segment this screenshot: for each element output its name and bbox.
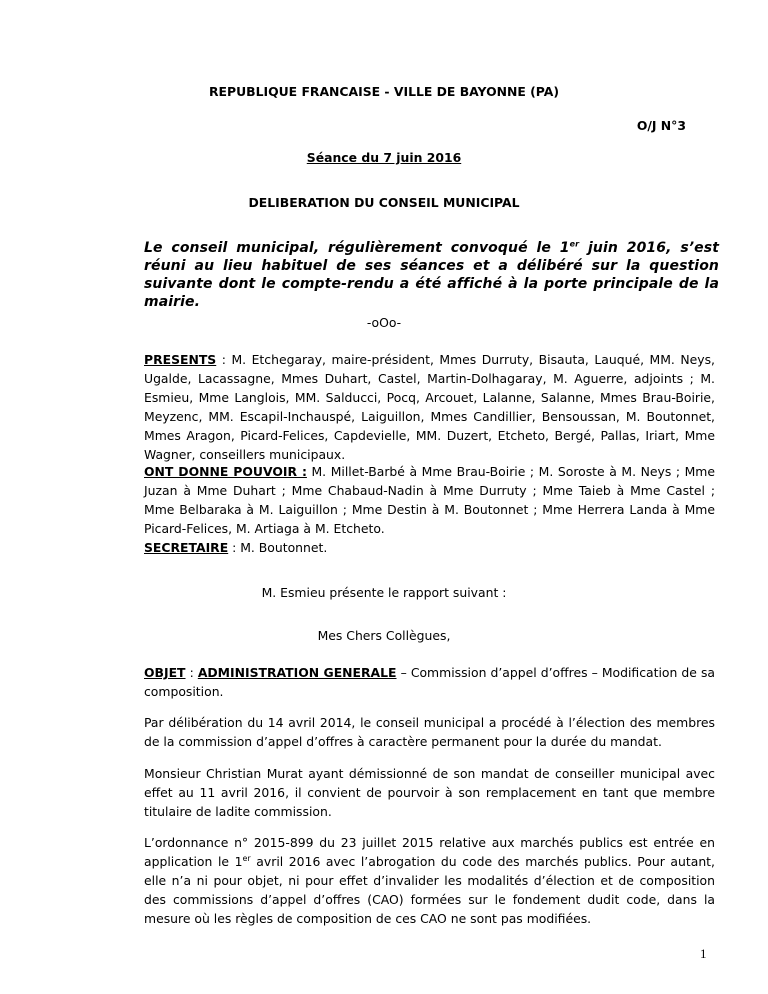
document-header-title: REPUBLIQUE FRANCAISE - VILLE DE BAYONNE (PA) [208, 84, 559, 99]
session-date: Séance du 7 juin 2016 [306, 150, 462, 165]
secretaire-paragraph [144, 538, 715, 557]
separator: -oOo- [366, 315, 402, 330]
paragraph-3-sup: er [242, 853, 251, 863]
intro-text-end: juin 2016, s’est réuni au lieu habituel de ses séances et a délibéré sur la question suivante dont le compte-rendu a été affiché à la porte principale de la mairie. [144, 240, 719, 310]
agenda-number: O/J N°3 [636, 118, 686, 133]
intro-text-start: Le conseil municipal, régulièrement convoqué le 1 [144, 240, 570, 256]
objet-label: OBJET [144, 665, 186, 680]
presents-text: : M. Etchegaray, maire-président, Mmes Durruty, Bisauta, Lauqué, MM. Neys, Ugalde, Lacassagne, Mmes Duhart, Castel, Martin-Dolhagaray, M. Aguerre, adjoints ; M. Esmieu, Mme Langlois, MM. Salducci, Pocq, Arcouet, Lalanne, Salanne, Mmes Brau-Boirie, Meyzenc, MM. Escapil-Inchauspé, Laiguillon, Mmes Candillier, Bensoussan, M. Boutonnet, Mmes Aragon, Picard-Felices, Capdevielle, MM. Duzert, Etcheto, Bergé, Pallas, Iriart, Mme Wagner, conseillers municipaux. [144, 352, 715, 462]
paragraph-3 [144, 833, 715, 928]
paragraph-1: Par délibération du 14 avril 2014, le conseil municipal a procédé à l’élection des membres de la commission d’appel d’offres à caractère permanent pour la durée du mandat. [144, 715, 715, 749]
rapport-line: M. Esmieu présente le rapport suivant : [261, 585, 507, 600]
presents-label: PRESENTS [144, 352, 217, 367]
secretaire-label: SECRETAIRE [144, 540, 229, 555]
objet-separator: : [185, 665, 198, 680]
presents-paragraph [144, 350, 715, 464]
pouvoir-paragraph [144, 462, 715, 538]
paragraph-2: Monsieur Christian Murat ayant démissionné de son mandat de conseiller municipal avec effet au 11 avril 2016, il convient de pourvoir à son remplacement en tant que membre titulaire de ladite commission. [144, 766, 715, 819]
paragraph-3-end: avril 2016 avec l’abrogation du code des marchés publics. Pour autant, elle n’a ni pour objet, ni pour effet d’invalider les modalités d’élection et de composition des commissions d’appel d’offres (CAO) formées sur le fondement dudit code, dans la mesure où les règles de composition de ces CAO ne sont pas modifiées. [144, 854, 715, 926]
deliberation-heading: DELIBERATION DU CONSEIL MUNICIPAL [248, 195, 520, 210]
paragraph-3-start: L’ordonnance n° 2015-899 du 23 juillet 2015 relative aux marchés publics est entrée en application le 1 [144, 835, 715, 869]
salutation: Mes Chers Collègues, [317, 628, 451, 643]
intro-paragraph [144, 239, 719, 311]
intro-sup: er [569, 239, 580, 249]
pouvoir-text: M. Millet-Barbé à Mme Brau-Boirie ; M. Soroste à M. Neys ; Mme Juzan à Mme Duhart ; Mme Chabaud-Nadin à Mme Durruty ; Mme Taieb à Mme Castel ; Mme Belbaraka à M. Laiguillon ; Mme Destin à M. Boutonnet ; Mme Herrera Landa à Mme Picard-Felices, M. Artiaga à M. Etcheto. [144, 464, 715, 536]
objet-text: – Commission d’appel d’offres – Modification de sa composition. [144, 665, 716, 699]
page-number: 1 [700, 946, 707, 961]
pouvoir-label: ONT DONNE POUVOIR : [144, 464, 307, 479]
objet-category: ADMINISTRATION GENERALE [197, 665, 397, 680]
secretaire-text: : M. Boutonnet. [228, 540, 328, 555]
objet-paragraph [144, 663, 715, 701]
